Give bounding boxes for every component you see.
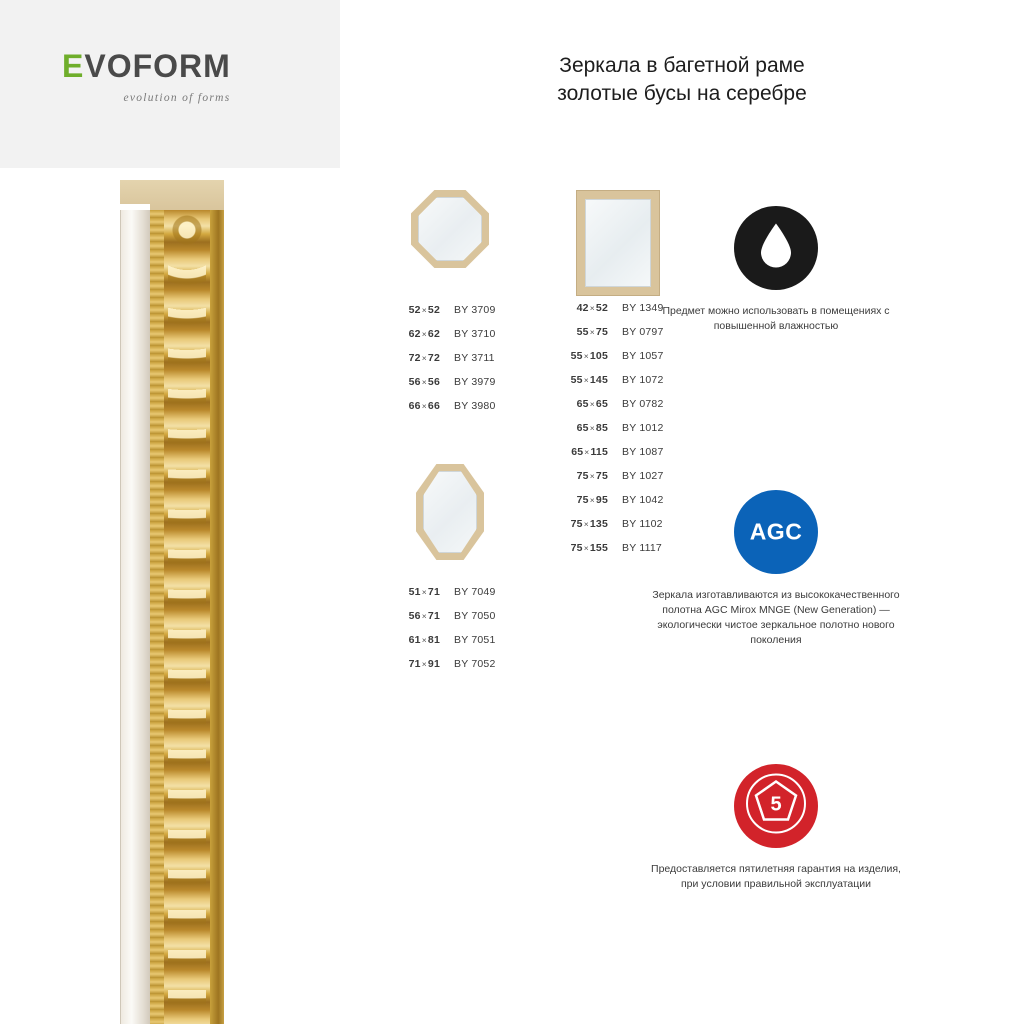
size-dimension: 75×155 bbox=[570, 542, 608, 554]
profile-gold-edge bbox=[210, 210, 224, 1024]
size-dimension: 55×145 bbox=[570, 374, 608, 386]
table-row bbox=[380, 376, 520, 400]
svg-text:5: 5 bbox=[770, 793, 782, 816]
octagon-tall-mirror-icon bbox=[416, 464, 484, 560]
table-row bbox=[380, 610, 520, 634]
octagon-small-preview bbox=[380, 190, 520, 290]
size-dimension: 65×65 bbox=[576, 398, 608, 410]
logo-letters-rest: VOFORM bbox=[84, 48, 231, 84]
profile-gold-ornament bbox=[164, 210, 210, 1024]
size-code: BY 3709 bbox=[454, 304, 496, 316]
warranty-pentagon-shape bbox=[745, 773, 807, 840]
table-row bbox=[380, 328, 520, 352]
octagon-mirrors-column bbox=[380, 190, 520, 682]
size-dimension: 71×91 bbox=[408, 658, 440, 670]
size-dimension: 51×71 bbox=[408, 586, 440, 598]
table-row bbox=[380, 352, 520, 376]
feature-moisture-caption: Предмет можно использовать в помещениях с повышенной влажностью bbox=[662, 305, 890, 332]
size-code: BY 3980 bbox=[454, 400, 496, 412]
size-dimension: 61×81 bbox=[408, 634, 440, 646]
size-code: BY 1349 bbox=[622, 302, 664, 314]
size-dimension: 75×135 bbox=[570, 518, 608, 530]
size-code: BY 7052 bbox=[454, 658, 496, 670]
size-code: BY 7050 bbox=[454, 610, 496, 622]
profile-body bbox=[120, 210, 224, 1024]
agc-logo-icon bbox=[734, 490, 818, 574]
table-row bbox=[548, 398, 698, 422]
column-spacer bbox=[380, 424, 520, 464]
size-code: BY 7049 bbox=[454, 586, 496, 598]
feature-warranty-caption: Предоставляется пятилетняя гарантия на изделия, при условии правильной эксплуатации bbox=[651, 863, 901, 890]
size-code: BY 7051 bbox=[454, 634, 496, 646]
size-code: BY 3979 bbox=[454, 376, 496, 388]
octagon-small-size-table bbox=[380, 304, 520, 424]
page-title bbox=[340, 52, 1024, 108]
size-code: BY 1012 bbox=[622, 422, 664, 434]
agc-logo-text: AGC bbox=[749, 518, 803, 545]
size-code: BY 1117 bbox=[622, 542, 662, 554]
size-code: BY 1072 bbox=[622, 374, 664, 386]
size-code: BY 1027 bbox=[622, 470, 664, 482]
logo-tagline: evolution of forms bbox=[123, 92, 231, 104]
table-row bbox=[380, 304, 520, 328]
feature-moisture bbox=[646, 206, 906, 334]
size-dimension: 55×105 bbox=[570, 350, 608, 362]
size-dimension: 65×115 bbox=[571, 446, 608, 458]
page-title-line2: золотые бусы на серебре bbox=[557, 82, 807, 105]
size-dimension: 65×85 bbox=[576, 422, 608, 434]
octagon-glass bbox=[418, 197, 482, 261]
octagon-tall-preview bbox=[380, 464, 520, 564]
size-dimension: 42×52 bbox=[576, 302, 608, 314]
size-dimension: 75×95 bbox=[576, 494, 608, 506]
warranty-5-years-icon bbox=[734, 764, 818, 848]
table-row bbox=[548, 350, 698, 374]
size-code: BY 1042 bbox=[622, 494, 664, 506]
table-row bbox=[548, 422, 698, 446]
octagon-mirror-icon bbox=[411, 190, 489, 268]
table-row bbox=[548, 446, 698, 470]
size-dimension: 56×71 bbox=[408, 610, 440, 622]
table-row bbox=[380, 586, 520, 610]
logo-wordmark bbox=[62, 50, 292, 82]
size-dimension: 52×52 bbox=[408, 304, 440, 316]
table-row bbox=[380, 634, 520, 658]
size-dimension: 62×62 bbox=[408, 328, 440, 340]
table-row bbox=[380, 658, 520, 682]
size-code: BY 0782 bbox=[622, 398, 664, 410]
feature-agc bbox=[646, 490, 906, 648]
size-code: BY 1102 bbox=[622, 518, 663, 530]
water-drop-badge bbox=[734, 206, 818, 290]
rectangle-glass bbox=[585, 199, 651, 287]
page-title-line1: Зеркала в багетной раме bbox=[559, 54, 805, 77]
table-row bbox=[380, 400, 520, 424]
table-row bbox=[548, 374, 698, 398]
size-code: BY 0797 bbox=[622, 326, 664, 338]
size-code: BY 3710 bbox=[454, 328, 496, 340]
baguette-profile-sample bbox=[112, 180, 232, 1024]
water-drop-icon bbox=[757, 221, 795, 272]
size-dimension: 55×75 bbox=[576, 326, 608, 338]
size-dimension: 66×66 bbox=[408, 400, 440, 412]
page-header bbox=[0, 0, 1024, 168]
size-dimension: 75×75 bbox=[576, 470, 608, 482]
profile-silver-flat bbox=[120, 210, 151, 1024]
octagon-tall-size-table bbox=[380, 586, 520, 682]
brand-logo bbox=[62, 50, 292, 104]
octagon-tall-glass bbox=[423, 471, 477, 553]
size-code: BY 1087 bbox=[622, 446, 664, 458]
profile-gold-bead-row bbox=[150, 210, 164, 1024]
logo-panel bbox=[0, 0, 340, 168]
size-dimension: 56×56 bbox=[408, 376, 440, 388]
feature-warranty bbox=[646, 764, 906, 892]
size-code: BY 1057 bbox=[622, 350, 664, 362]
logo-letter-e: E bbox=[62, 48, 85, 84]
feature-agc-caption: Зеркала изготавливаются из высококачественного полотна AGC Mirox MNGE (New Generation) — экологически чистое зеркальное полотно нового поколения bbox=[652, 589, 900, 646]
size-dimension: 72×72 bbox=[408, 352, 440, 364]
size-code: BY 3711 bbox=[454, 352, 495, 364]
